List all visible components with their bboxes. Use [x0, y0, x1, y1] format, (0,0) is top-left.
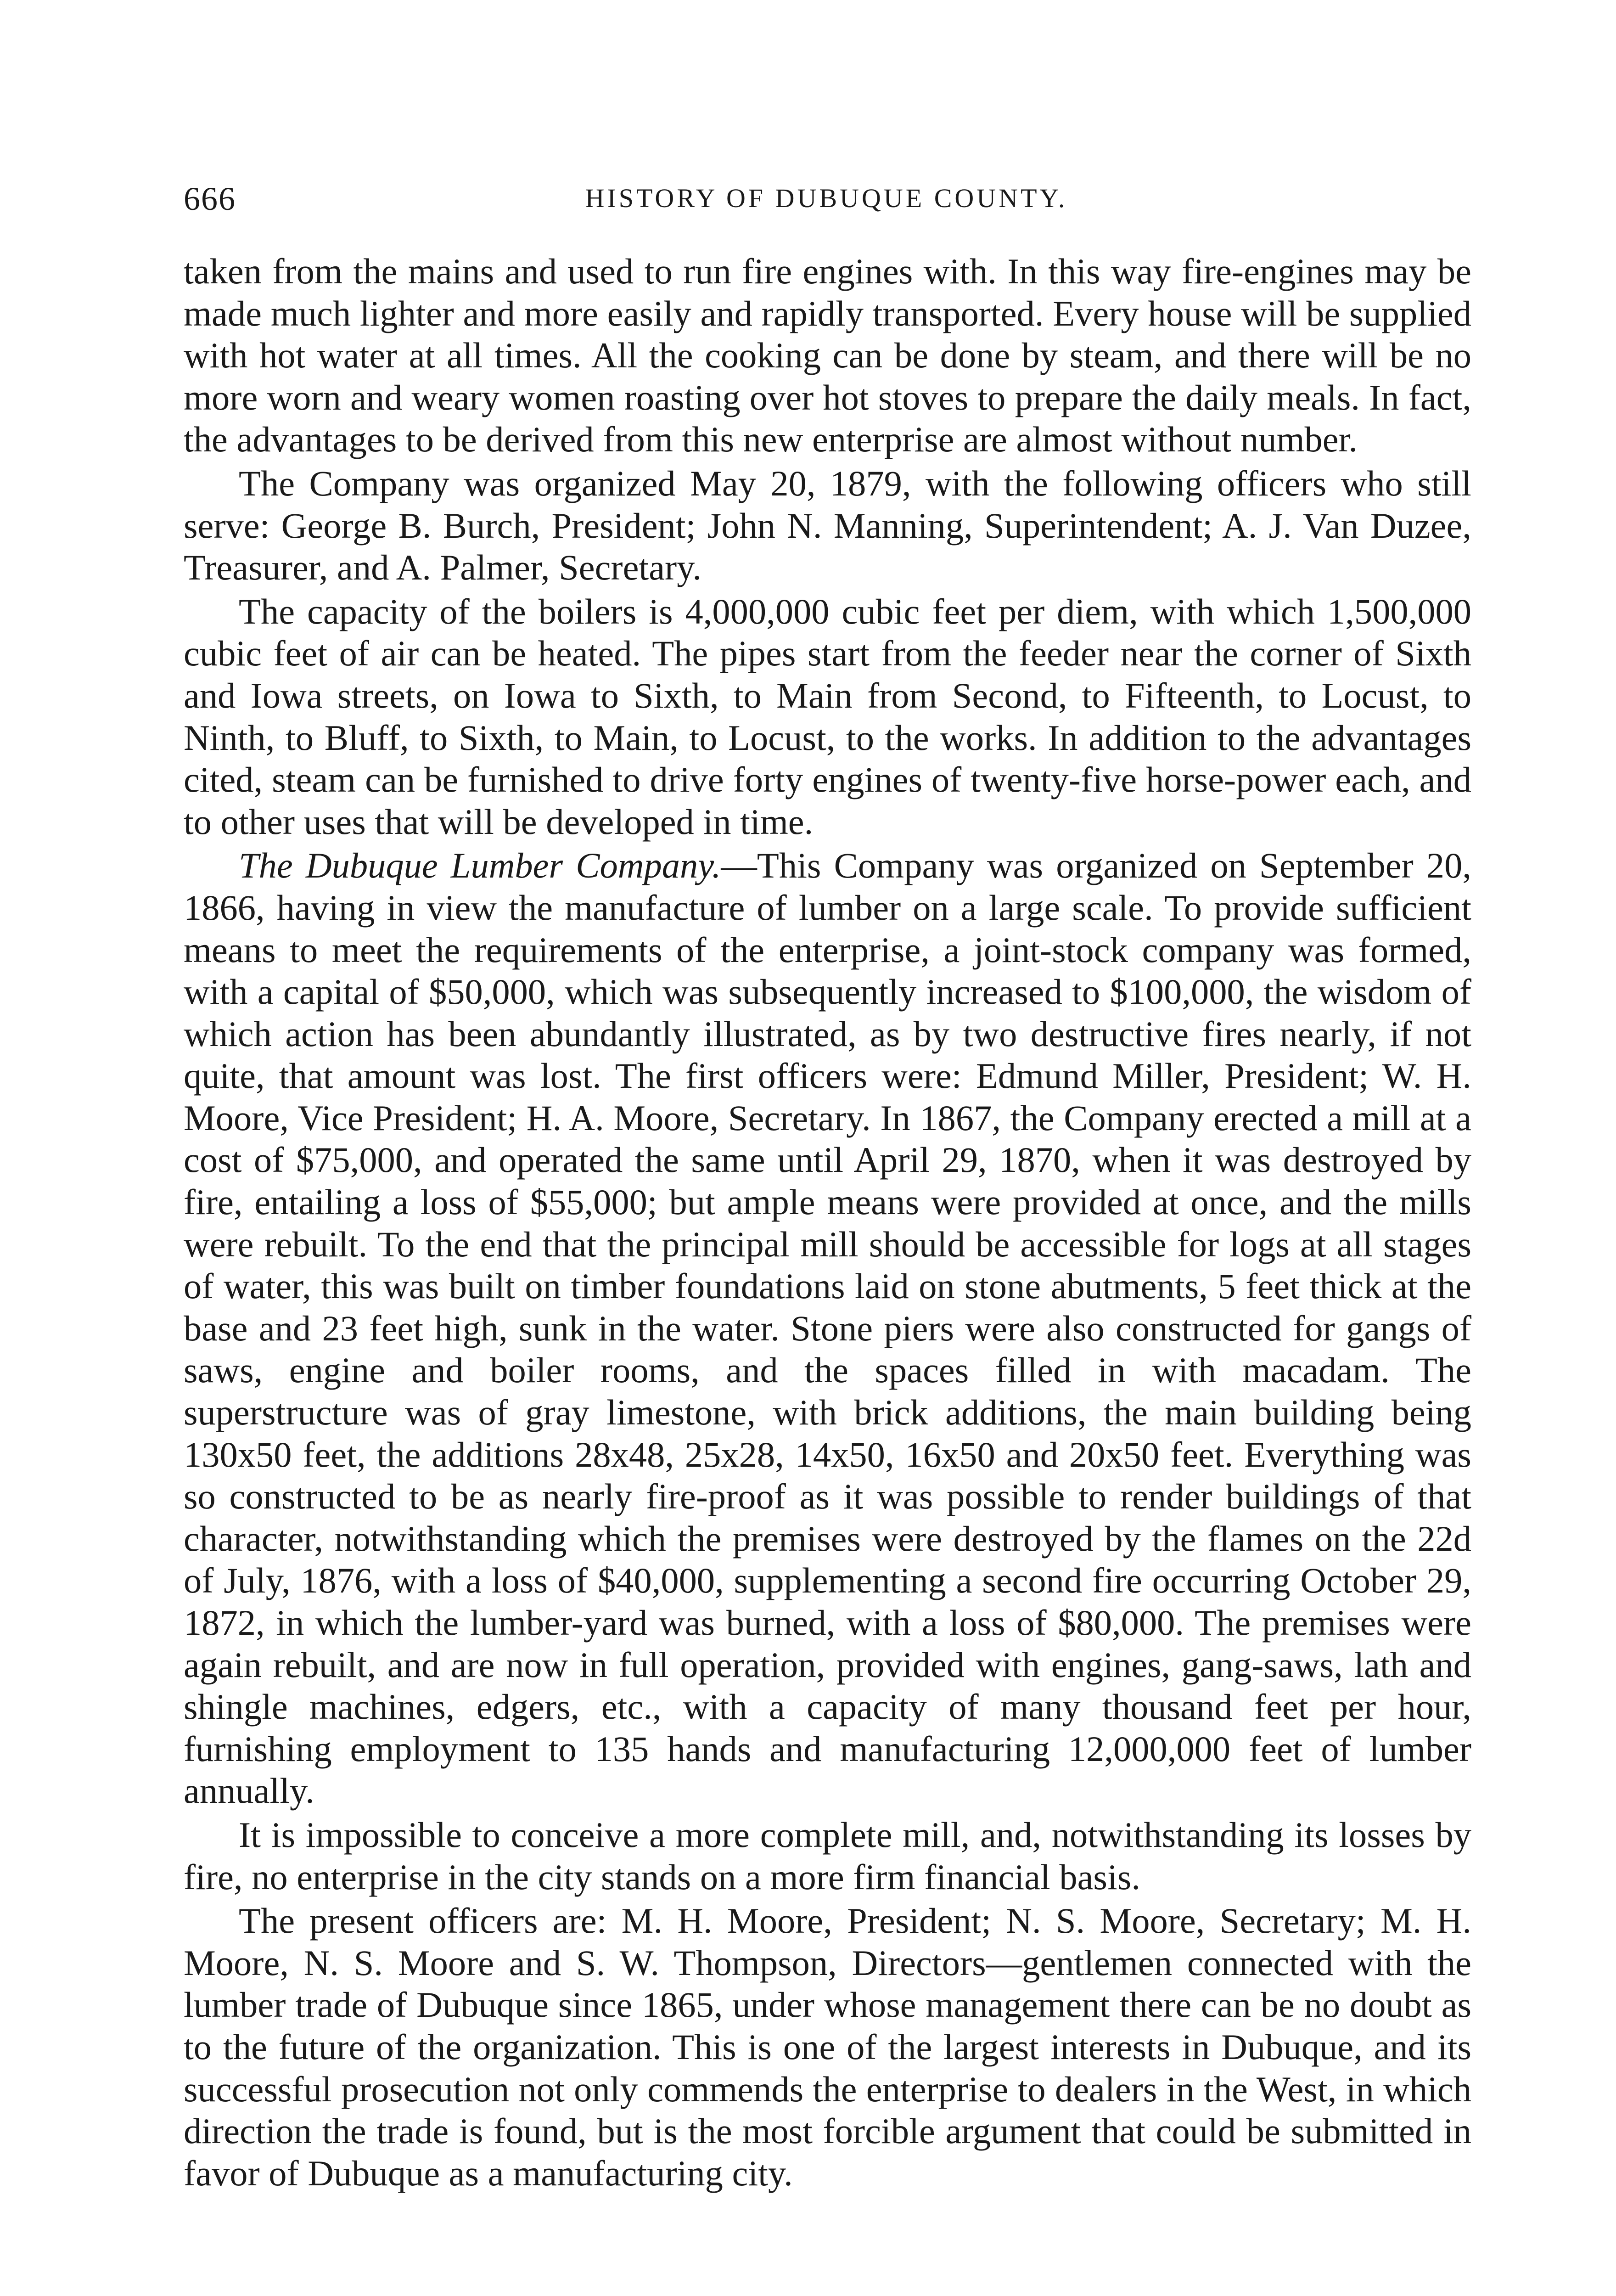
paragraph-present-officers: The present officers are: M. H. Moore, President; N. S. Moore, Secretary; M. H. Moore, N. S. Moore and S. W. Thompson, Directors—gentlemen connected with the lumber trade of Dubuque since 1865, under whose management there can be no doubt as to the future of the organization. This is one of the largest interests in Dubuque, and its successful prosecution not only commends the enterprise to dealers in the West, in which direction the trade is found, but is the most forcible argument that could be submitted in favor of Dubuque as a manufacturing city. [184, 1901, 1471, 2193]
paragraph-mill-assessment: It is impossible to conceive a more complete mill, and, notwithstanding its losses by fire, no enterprise in the city stands on a more firm financial basis. [184, 1814, 1471, 1897]
page-header [184, 180, 1469, 231]
paragraph-continuation: taken from the mains and used to run fire engines with. In this way fire-engines may be made much lighter and more easily and rapidly transported. Every house will be supplied with hot water at all times. All the cooking can be done by steam, and there will be no more worn and weary women roasting over hot stoves to prepare the daily meals. In fact, the advantages to be derived from this new enterprise are almost without number. [184, 251, 1471, 460]
paragraph-lumber-company [184, 844, 1471, 1812]
paragraph-boiler-capacity: The capacity of the boilers is 4,000,000 cubic feet per diem, with which 1,500,000 cubic feet of air can be heated. The pipes start from the feeder near the corner of Sixth and Iowa streets, on Iowa to Sixth, to Main from Second, to Fifteenth, to Locust, to Ninth, to Bluff, to Sixth, to Main, to Locust, to the works. In addition to the advantages cited, steam can be furnished to drive forty engines of twenty-five horse-power each, and to other uses that will be developed in time. [184, 591, 1471, 842]
page-number: 666 [184, 180, 236, 217]
section-heading-lumber-company: The Dubuque Lumber Company. [239, 845, 721, 886]
paragraph-company-officers: The Company was organized May 20, 1879, with the following officers who still serve: George B. Burch, President; John N. Manning, Superintendent; A. J. Van Duzee, Treasurer, and A. Palmer, Secretary. [184, 463, 1471, 588]
lumber-company-text: —This Company was organized on September 20, 1866, having in view the manufacture of lumber on a large scale. To provide sufficient means to meet the requirements of the enterprise, a joint-stock company was formed, with a capital of $50,000, which was subsequently increased to $100,000, the wisdom of which action has been abundantly illustrated, as by two destructive fires nearly, if not quite, that amount was lost. The first officers were: Edmund Miller, President; W. H. Moore, Vice President; H. A. Moore, Secretary. In 1867, the Company erected a mill at a cost of $75,000, and operated the same until April 29, 1870, when it was destroyed by fire, entailing a loss of $55,000; but ample means were provided at once, and the mills were rebuilt. To the end that the principal mill should be accessible for logs at all stages of water, this was built on timber foundations laid on stone abutments, 5 feet thick at the base and 23 feet high, sunk in the water. Stone piers were also constructed for gangs of saws, engine and boiler rooms, and the spaces filled in with macadam. The superstructure was of gray limestone, with brick additions, the main building being 130x50 feet, the additions 28x48, 25x28, 14x50, 16x50 and 20x50 feet. Everything was so constructed to be as nearly fire-proof as it was possible to render buildings of that character, notwithstanding which the premises were destroyed by the flames on the 22d of July, 1876, with a loss of $40,000, supplementing a second fire occurring October 29, 1872, in which the lumber-yard was burned, with a loss of $80,000. The premises were again rebuilt, and are now in full operation, provided with engines, gang-saws, lath and shingle machines, edgers, etc., with a capacity of many thousand feet per hour, furnishing employment to 135 hands and manufacturing 12,000,000 feet of lumber annually. [184, 845, 1471, 1811]
body-text [184, 250, 1471, 2196]
running-title: HISTORY OF DUBUQUE COUNTY. [585, 183, 1068, 213]
